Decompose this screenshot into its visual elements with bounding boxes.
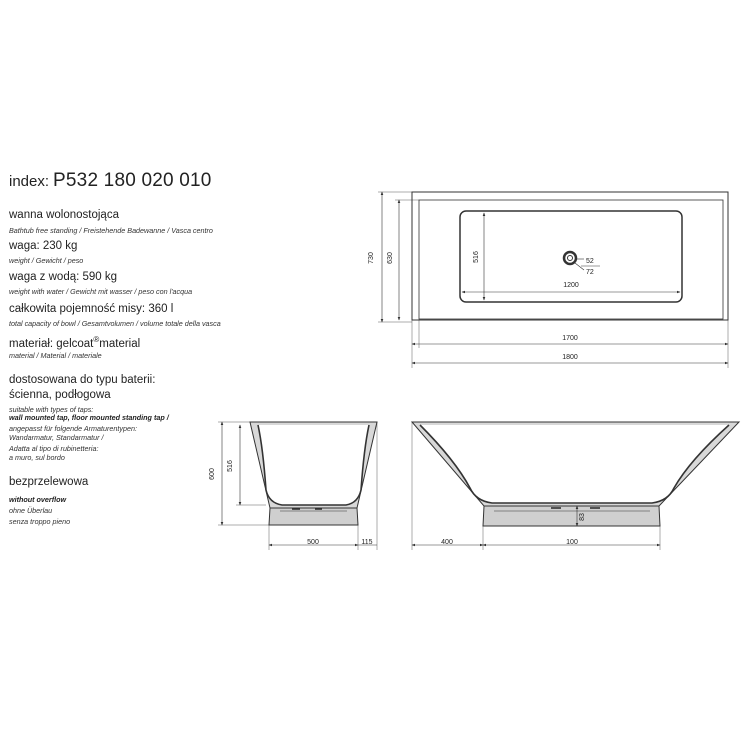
spec-overflow-it: senza troppo pieno [9, 517, 71, 526]
spec-weight-water-translation: weight with water / Gewicht mit wasser / peso con l'acqua [9, 287, 193, 296]
dim-inner-width: 1700 [562, 335, 578, 342]
drain-icon [564, 252, 576, 264]
spec-capacity-translation: total capacity of bowl / Gesamtvolumen / volume totale della vasca [9, 319, 221, 328]
dim-outer-depth: 730 [368, 252, 375, 264]
dim-bowl-depth: 516 [473, 251, 480, 263]
front-view [412, 422, 739, 550]
side-view [218, 422, 377, 550]
top-view [378, 192, 728, 368]
spec-weight-translation: weight / Gewicht / peso [9, 256, 84, 265]
spec-taps-en-title: suitable with types of taps: [9, 405, 94, 414]
spec-taps-it-types: a muro, sul bordo [9, 453, 65, 462]
dim-drain-outer: 72 [586, 269, 594, 276]
dim-side-bowl-height: 516 [227, 460, 234, 472]
dim-front-base-width: 100 [566, 539, 578, 546]
spec-taps-title: dostosowana do typu baterii: [9, 374, 156, 386]
dim-side-overhang: 115 [361, 539, 373, 546]
material-label-2: material [99, 337, 141, 350]
dim-inner-depth: 630 [387, 252, 394, 264]
dim-side-base-width: 500 [307, 539, 319, 546]
dim-bowl-width: 1200 [563, 282, 579, 289]
dim-side-height: 600 [209, 468, 216, 480]
spec-capacity: całkowita pojemność misy: 360 l [9, 303, 174, 315]
spec-material-translation: material / Material / materiale [9, 351, 102, 360]
spec-weight-water: waga z wodą: 590 kg [9, 271, 118, 283]
spec-taps-it-title: Adatta al tipo di rubinetteria: [9, 444, 99, 453]
registered-mark: ® [93, 335, 100, 344]
dim-front-base-height: 83 [579, 513, 586, 521]
spec-taps-de-types: Wandarmatur, Standarmatur / [9, 433, 104, 442]
spec-type-translation: Bathtub free standing / Freistehende Badewanne / Vasca centro [9, 226, 213, 235]
spec-taps-de-title: angepasst für folgende Armaturentypen: [9, 424, 137, 433]
dim-drain-inner: 52 [586, 258, 594, 265]
dim-front-offset: 400 [441, 539, 453, 546]
spec-overflow: bezprzelewowa [9, 476, 89, 488]
spec-type: wanna wolonostojąca [9, 209, 119, 221]
material-label: materiał: gelcoat [9, 337, 94, 350]
spec-overflow-en: without overflow [9, 495, 67, 504]
drain-inner-icon [568, 256, 573, 261]
spec-weight: waga: 230 kg [9, 240, 78, 252]
dim-outer-width: 1800 [562, 354, 578, 361]
index-label: index: [9, 173, 50, 190]
index-code: P532 180 020 010 [53, 170, 212, 191]
spec-overflow-de: ohne Überlau [9, 506, 53, 515]
spec-taps-en-types: wall mounted tap, floor mounted standing tap / [9, 413, 169, 422]
spec-taps-types: ścienna, podłogowa [9, 389, 111, 401]
